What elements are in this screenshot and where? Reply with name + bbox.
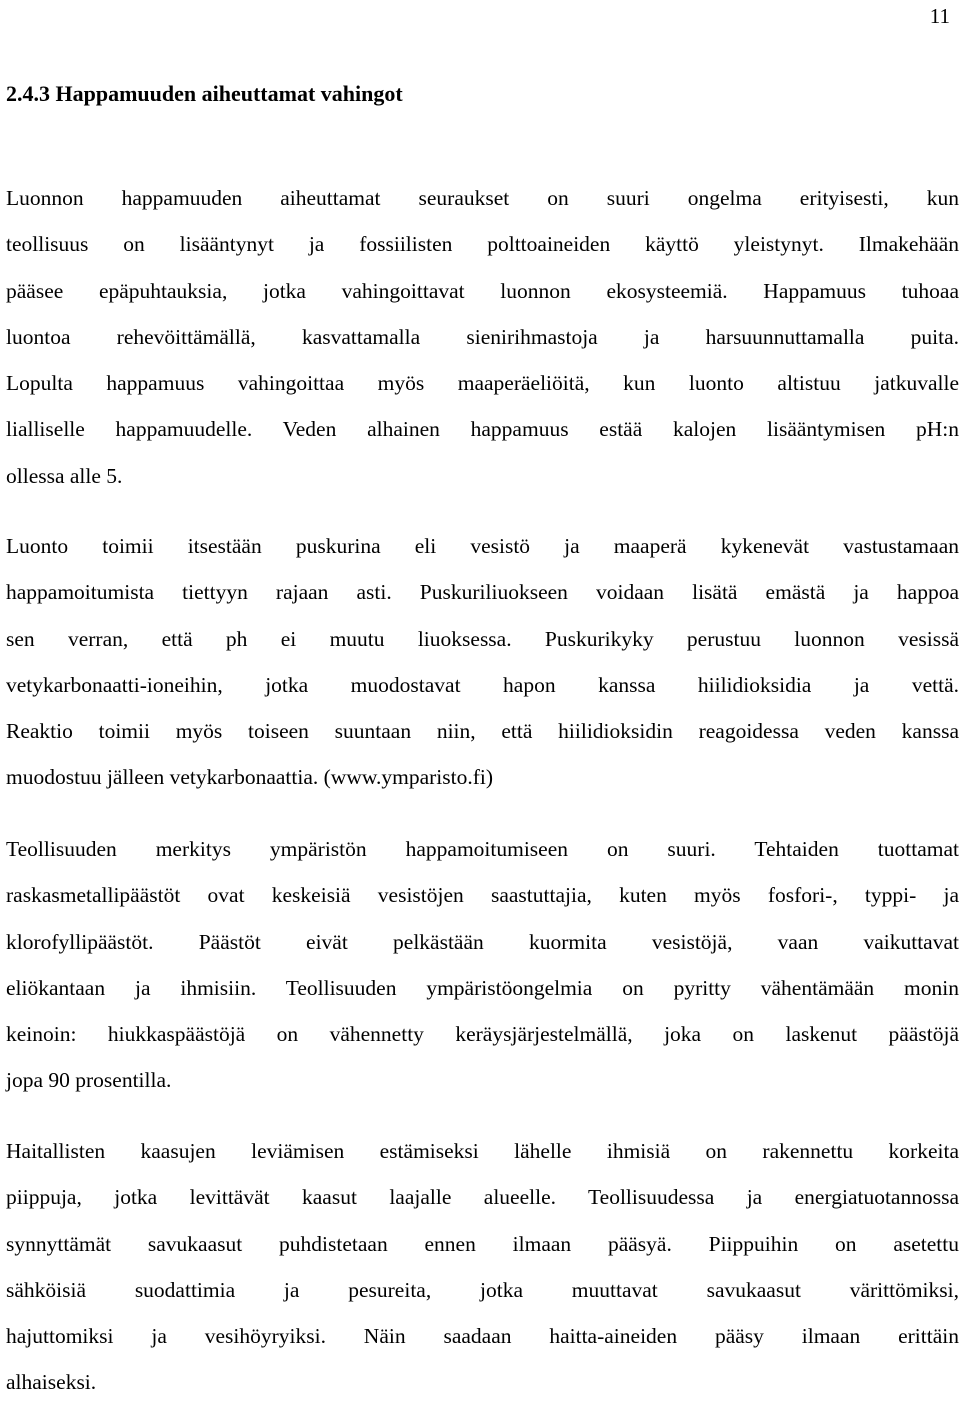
text-line: keinoin: hiukkaspäästöjä on vähennetty keräysjärjestelmällä, joka on laskenut päästöjä — [6, 1022, 959, 1047]
paragraph-industry — [6, 826, 959, 1104]
text-line: teollisuus on lisääntynyt ja fossiilisten polttoaineiden käyttö yleistynyt. Ilmakehään — [6, 232, 959, 257]
text-line: synnyttämät savukaasut puhdistetaan ennen ilmaan pääsyä. Piippuihin on asetettu — [6, 1231, 959, 1256]
text-line: happamoitumista tiettyyn rajaan asti. Puskuriliuokseen voidaan lisätä emästä ja happoa — [6, 580, 959, 605]
text-line: lialliselle happamuudelle. Veden alhainen happamuus estää kalojen lisääntymisen pH:n — [6, 417, 959, 442]
text-line: raskasmetallipäästöt ovat keskeisiä vesistöjen saastuttajia, kuten myös fosfori-, typpi- ja — [6, 883, 959, 908]
text-line: eliökantaan ja ihmisiin. Teollisuuden ympäristöongelmia on pyritty vähentämään monin — [6, 975, 959, 1000]
text-line: luontoa rehevöittämällä, kasvattamalla sienirihmastoja ja harsuunnuttamalla puita. — [6, 324, 959, 349]
text-line: piippuja, jotka levittävät kaasut laajalle alueelle. Teollisuudessa ja energiatuotannossa — [6, 1185, 959, 1210]
section-heading: 2.4.3 Happamuuden aiheuttamat vahingot — [6, 81, 403, 106]
text-line: Haitallisten kaasujen leviämisen estämiseksi lähelle ihmisiä on rakennettu korkeita — [6, 1139, 959, 1163]
text-line: pääsee epäpuhtauksia, jotka vahingoittavat luonnon ekosysteemiä. Happamuus tuhoaa — [6, 278, 959, 303]
text-line: Reaktio toimii myös toiseen suuntaan niin, että hiilidioksidin reagoidessa veden kanssa — [6, 719, 959, 744]
text-line: ollessa alle 5. — [6, 463, 123, 488]
text-line: Luonnon happamuuden aiheuttamat seuraukset on suuri ongelma erityisesti, kun — [6, 186, 959, 210]
paragraph-buffering — [6, 523, 959, 801]
text-line: sen verran, että ph ei muutu liuoksessa. Puskurikyky perustuu luonnon vesissä — [6, 626, 959, 651]
text-line: muodostuu jälleen vetykarbonaattia. (www.ymparisto.fi) — [6, 765, 494, 790]
text-line: Luonto toimii itsestään puskurina eli vesistö ja maaperä kykenevät vastustamaan — [6, 534, 959, 558]
paragraph-acidity-damage — [6, 175, 959, 499]
text-line: sähköisiä suodattimia ja pesureita, jotka muuttavat savukaasut värittömiksi, — [6, 1277, 959, 1302]
text-line: Lopulta happamuus vahingoittaa myös maaperäeliöitä, kun luonto altistuu jatkuvalle — [6, 371, 959, 396]
text-line: vetykarbonaatti-ioneihin, jotka muodostavat hapon kanssa hiilidioksidia ja vettä. — [6, 672, 959, 697]
text-line: jopa 90 prosentilla. — [6, 1068, 172, 1093]
page-number: 11 — [929, 4, 950, 28]
paragraph-emission-control — [6, 1128, 959, 1406]
text-line: alhaiseksi. — [6, 1370, 97, 1395]
text-line: Teollisuuden merkitys ympäristön happamoitumiseen on suuri. Tehtaiden tuottamat — [6, 837, 959, 861]
text-line: hajuttomiksi ja vesihöyryiksi. Näin saadaan haitta-aineiden pääsy ilmaan erittäin — [6, 1324, 959, 1349]
text-line: klorofyllipäästöt. Päästöt eivät pelkästään kuormita vesistöjä, vaan vaikuttavat — [6, 929, 959, 954]
